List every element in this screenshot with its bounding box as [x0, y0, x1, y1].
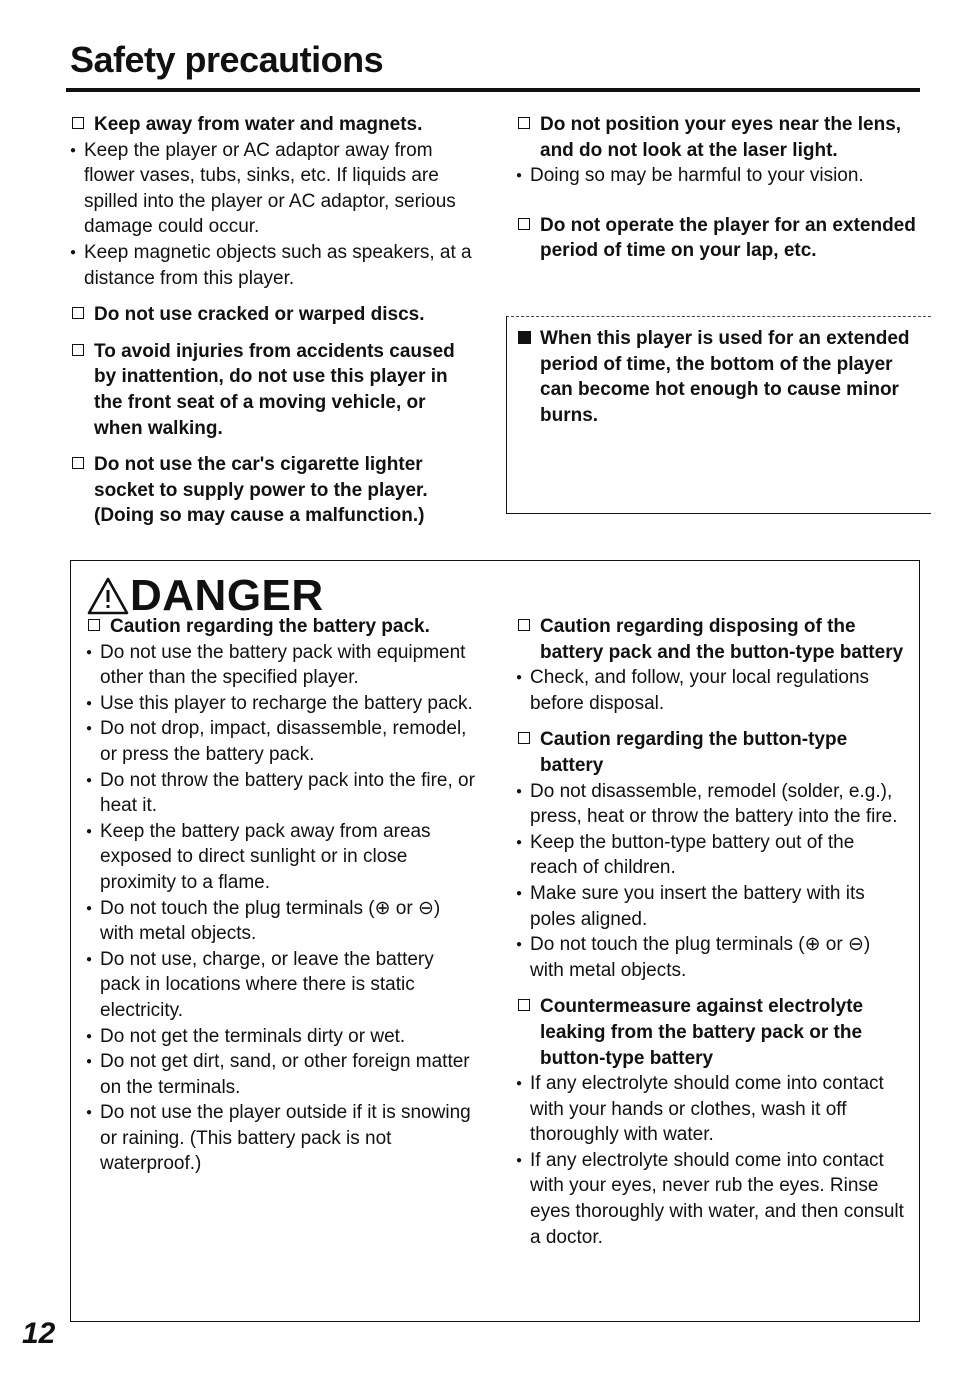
note-text: When this player is used for an extended period of time, the bottom of the player can become hot enough to cause minor burns. [540, 328, 910, 426]
bullet-item: ● Do not drop, impact, disassemble, remodel, or press the battery pack. [86, 716, 476, 767]
checkbox-icon [518, 999, 530, 1011]
warning-triangle-icon [86, 576, 130, 616]
bullet-item: ● Do not touch the plug terminals (⊕ or ⊖) with metal objects. [516, 932, 906, 983]
checkbox-icon [72, 457, 84, 469]
checkbox-icon [518, 619, 530, 631]
section-heading: Do not use cracked or warped discs. [94, 304, 425, 326]
section-heading: Do not use the car's cigarette lighter socket to supply power to the player. (Doing so may cause a malfunction.) [94, 454, 428, 527]
bullet-item: ● Do not get the terminals dirty or wet. [86, 1024, 476, 1050]
bullet-item: ● Do not throw the battery pack into the fire, or heat it. [86, 768, 476, 819]
bullet-item: ● If any electrolyte should come into contact with your eyes, never rub the eyes. Rinse eyes thoroughly with water, and then consult a doctor. [516, 1148, 906, 1250]
bullet-item: ● Do not use the battery pack with equipment other than the specified player. [86, 640, 476, 691]
section-heading: Do not operate the player for an extended period of time on your lap, etc. [540, 214, 916, 262]
checkbox-icon [72, 344, 84, 356]
danger-left-column [86, 614, 476, 1188]
title-rule [66, 88, 920, 92]
bullet-item: ● Keep magnetic objects such as speakers, at a distance from this player. [70, 240, 474, 291]
page-number: 12 [22, 1317, 56, 1350]
bullet-item: ● Do not disassemble, remodel (solder, e.g.), press, heat or throw the battery into the fire. [516, 779, 906, 830]
bullet-item: ● Do not touch the plug terminals (⊕ or ⊖) with metal objects. [86, 896, 476, 947]
section-injuries [70, 339, 474, 441]
danger-right-column [516, 614, 906, 1261]
section-electrolyte [516, 994, 906, 1250]
section-heading: Caution regarding disposing of the battery pack and the button-type battery [540, 616, 904, 663]
bullet-item: ● Do not use the player outside if it is snowing or raining. (This battery pack is not waterproof.) [86, 1100, 476, 1177]
danger-heading: DANGER [130, 571, 324, 620]
right-column [516, 112, 918, 275]
section-discs [70, 302, 474, 328]
checkbox-icon [88, 619, 100, 631]
section-battery-pack [86, 614, 476, 1177]
bullet-item: ● Do not use, charge, or leave the battery pack in locations where there is static electricity. [86, 947, 476, 1024]
section-lap [516, 213, 918, 264]
bullet-item: ● Check, and follow, your local regulations before disposal. [516, 665, 906, 716]
bullet-item: ● Keep the player or AC adaptor away from flower vases, tubs, sinks, etc. If liquids are spilled into the player or AC adaptor, serious damage could occur. [70, 138, 474, 240]
square-bullet-icon [518, 331, 531, 344]
section-laser [516, 112, 918, 189]
left-column [70, 112, 474, 540]
section-heading: Keep away from water and magnets. [94, 114, 423, 135]
note-text-block [516, 326, 922, 428]
page-title: Safety precautions [70, 39, 384, 80]
section-button-battery [516, 727, 906, 983]
section-heading: Caution regarding the battery pack. [110, 616, 430, 637]
checkbox-icon [72, 117, 84, 129]
section-disposal [516, 614, 906, 716]
section-heading: Countermeasure against electrolyte leaking from the battery pack or the button-type battery [540, 996, 864, 1069]
bullet-item: ● Doing so may be harmful to your vision. [516, 163, 918, 189]
section-cigarette-lighter [70, 452, 474, 529]
section-water-magnets [70, 112, 474, 291]
bullet-item: ● Make sure you insert the battery with its poles aligned. [516, 881, 906, 932]
checkbox-icon [518, 218, 530, 230]
section-heading: To avoid injuries from accidents caused by inattention, do not use this player in the front seat of a moving vehicle, or when walking. [94, 340, 455, 439]
bullet-item: ● Keep the button-type battery out of the reach of children. [516, 830, 906, 881]
checkbox-icon [72, 307, 84, 319]
bullet-item: ● If any electrolyte should come into contact with your hands or clothes, wash it off thoroughly with water. [516, 1071, 906, 1148]
section-heading: Do not position your eyes near the lens, and do not look at the laser light. [540, 114, 902, 161]
checkbox-icon [518, 732, 530, 744]
bullet-item: ● Use this player to recharge the battery pack. [86, 691, 476, 717]
section-heading: Caution regarding the button-type battery [540, 729, 848, 776]
bullet-item: ● Do not get dirt, sand, or other foreign matter on the terminals. [86, 1049, 476, 1100]
checkbox-icon [518, 117, 530, 129]
bullet-item: ● Keep the battery pack away from areas exposed to direct sunlight or in close proximity to a flame. [86, 819, 476, 896]
